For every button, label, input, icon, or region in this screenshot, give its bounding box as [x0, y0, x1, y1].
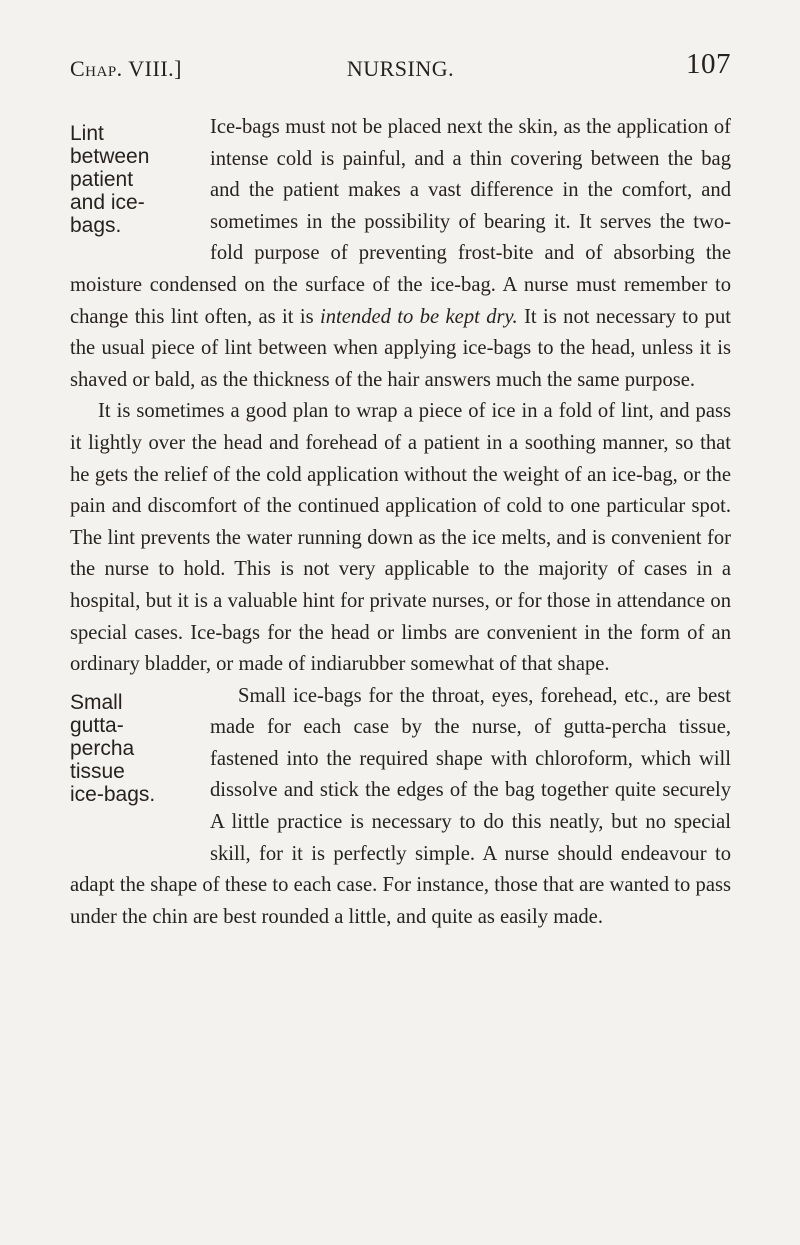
book-page	[70, 48, 731, 933]
running-head	[70, 48, 731, 88]
body-text	[70, 112, 731, 933]
paragraph-gutta-percha	[70, 681, 731, 934]
paragraph-1-text-continued: It is not necessary to put the usual piece of lint between when applying ice-bags to the head, unless it is shaved or bald, as the thickness of the hair answers much the same purpose.	[70, 305, 731, 391]
paragraph-lint	[70, 112, 731, 396]
paragraph-3-text: Small ice-bags for the throat, eyes, forehead, etc., are best made for each case by the nurse, of gutta-percha tissue, fastened into the required shape with chloroform, which will dissolve and stick the edges of the bag together quite securely A little practice is necessary to do this neatly, but no special skill, for it is perfectly simple. A nurse should endeavour to adapt the shape of these to each case. For instance, those that are wanted to pass under the chin are best rounded a little, and quite as easily made.	[70, 684, 731, 928]
sidenote-small-gutta-percha: Small gutta- percha tissue ice-bags.	[70, 690, 156, 806]
page-number: 107	[686, 48, 731, 80]
page-title: NURSING.	[346, 56, 455, 81]
paragraph-wrap-ice: It is sometimes a good plan to wrap a piece of ice in a fold of lint, and pass it lightly over the head and forehead of a patient in a soothing manner, so that he gets the relief of the cold application without the weight of an ice-bag, or the pain and discomfort of the continued application of cold to one particular spot. The lint prevents the water running down as the ice melts, and is convenient for the nurse to hold. This is not very applicable to the majority of cases in a hospital, but it is a valuable hint for private nurses, or for those in attendance on special cases. Ice-bags for the head or limbs are convenient in the form of an ordinary bladder, or made of indiarubber somewhat of that shape.	[70, 400, 731, 676]
sidenote-lint-between-patient: Lint between patient and ice- bags.	[70, 122, 150, 237]
chapter-label: Chap. VIII.]	[70, 56, 182, 81]
paragraph-1-text: Ice-bags must not be placed next the skin, as the application of intense cold is painful, and a thin covering between the bag and the patient makes a vast difference in the comfort, and sometimes in the possibility of bearing it. It serves the two-fold purpose of preventing frost-bite and of absorbing the moisture condensed on the surface of the ice-bag. A nurse must remember to change this lint often, as it is	[70, 116, 731, 328]
paragraph-1-italic: intended to be kept dry.	[320, 305, 518, 328]
